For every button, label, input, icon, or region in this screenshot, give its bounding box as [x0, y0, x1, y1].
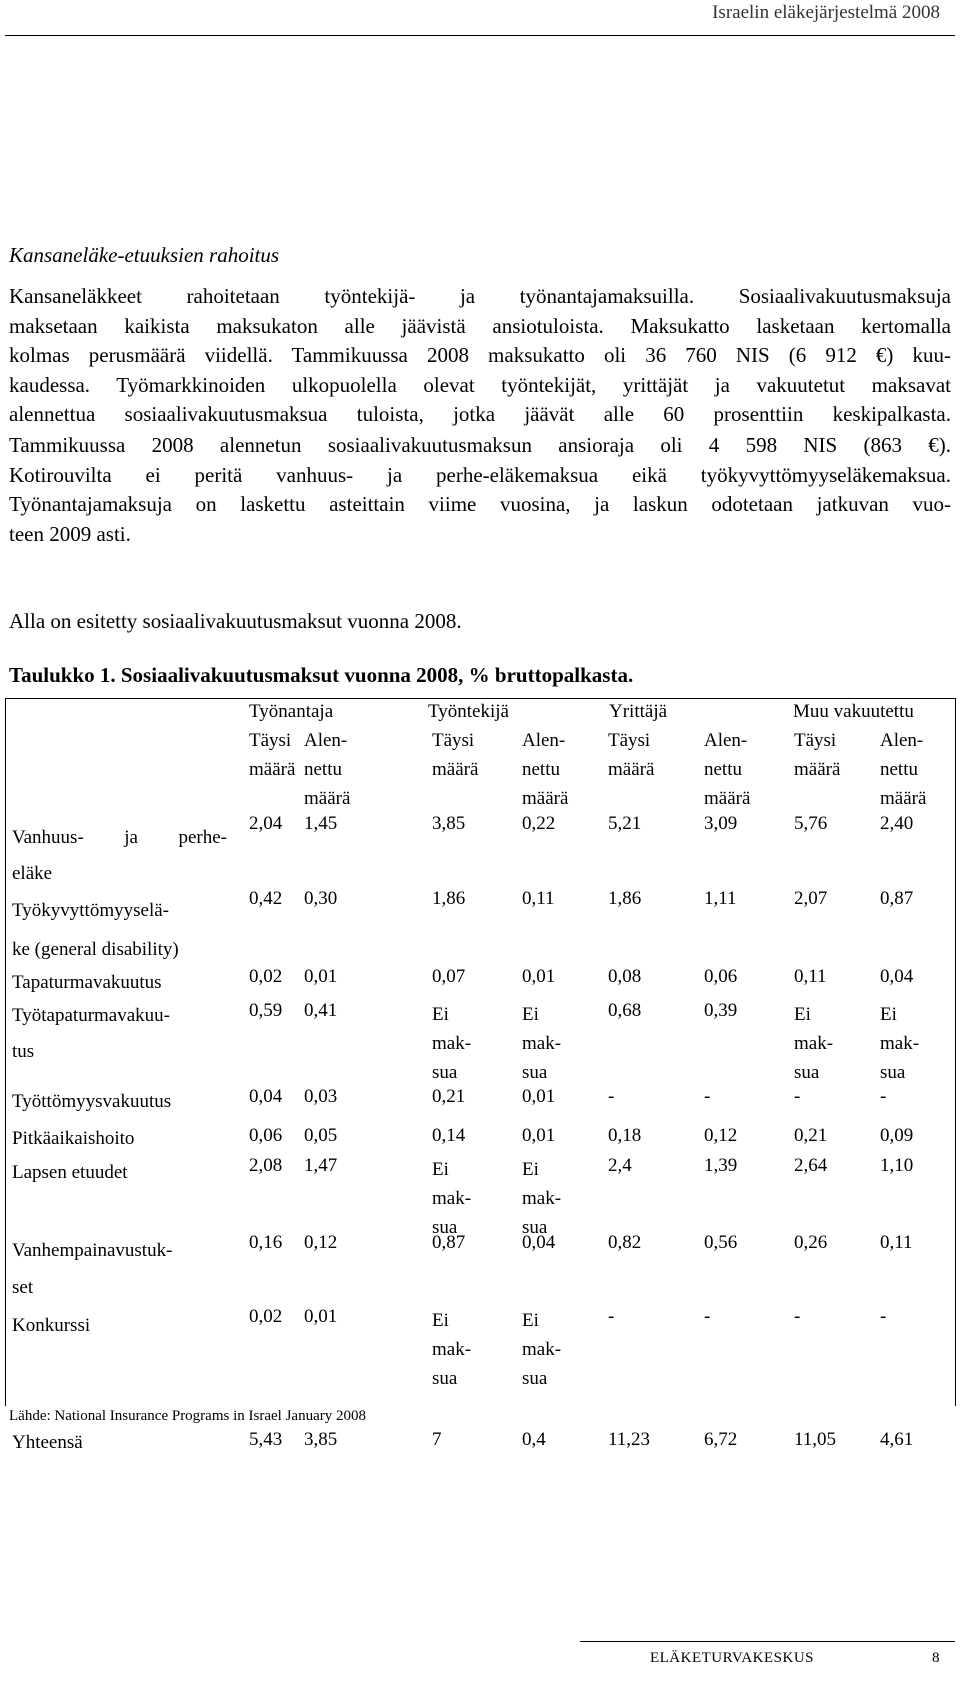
table-cell: 0,18 — [608, 1125, 642, 1146]
table-intro-note: Alla on esitetty sosiaalivakuutusmaksut vuonna 2008. — [9, 609, 462, 633]
page-number: 8 — [932, 1650, 940, 1666]
subheader-full-amount: määrä — [608, 759, 655, 780]
paragraph-line: Kotirouvilta ei peritä vanhuus- ja perhe-eläkemaksua eikä työkyvyttömyyseläkemaksua. — [9, 463, 951, 487]
table-cell: 0,02 — [249, 1306, 283, 1327]
table-cell: 5,21 — [608, 813, 642, 834]
table-cell: 0,04 — [880, 966, 914, 987]
table-cell: 0,04 — [522, 1232, 556, 1253]
table-cell: 0,01 — [304, 1306, 338, 1327]
subheader-reduced-amount: nettu — [880, 759, 918, 780]
table-cell: - — [794, 1306, 801, 1327]
table-cell: 0,03 — [304, 1086, 338, 1107]
table-cell: - — [608, 1306, 615, 1327]
table-cell: 0,22 — [522, 813, 556, 834]
table-cell: 0,21 — [794, 1125, 828, 1146]
table-cell: 2,40 — [880, 813, 914, 834]
row-label: ke (general disability) — [12, 939, 179, 960]
table-cell: 7 — [432, 1429, 442, 1450]
table-source: Lähde: National Insurance Programs in Israel January 2008 — [9, 1408, 366, 1424]
footer-rule — [580, 1641, 955, 1642]
table-cell: 0,07 — [432, 966, 466, 987]
subheader-reduced-amount: Alen- — [880, 730, 924, 751]
paragraph-line: maksetaan kaikista maksukaton alle jäävistä ansiotuloista. Maksukatto lasketaan kertomalla — [9, 314, 951, 338]
subheader-reduced-amount: nettu — [304, 759, 342, 780]
row-label: Yhteensä — [12, 1432, 83, 1453]
subheader-reduced-amount: määrä — [880, 788, 927, 809]
table-cell: 11,05 — [794, 1429, 837, 1450]
table-cell: 3,85 — [304, 1429, 338, 1450]
table-cell: - — [794, 1086, 801, 1107]
table-cell: 0,42 — [249, 888, 283, 909]
column-group-header: Yrittäjä — [609, 701, 668, 722]
subheader-full-amount: määrä — [432, 759, 479, 780]
table-cell: 0,41 — [304, 1000, 338, 1021]
subheader-full-amount: määrä — [794, 759, 841, 780]
row-label: Vanhempainavustuk- — [12, 1240, 173, 1261]
table-cell: 0,56 — [704, 1232, 738, 1253]
paragraph-line: alennettua sosiaalivakuutusmaksua tuloista, jotka jäävät alle 60 prosenttiin keskipalkasta. — [9, 402, 951, 426]
table-cell: 0,11 — [522, 888, 555, 909]
table-cell: 0,16 — [249, 1232, 283, 1253]
subheader-reduced-amount: Alen- — [304, 730, 348, 751]
subheader-full-amount: Täysi — [249, 730, 292, 751]
subheader-full-amount: määrä — [249, 759, 296, 780]
paragraph-line: kolmas perusmäärä viidellä. Tammikuussa 2008 maksukatto oli 36 760 NIS (6 912 €) kuu- — [9, 343, 951, 367]
table-cell: 1,11 — [704, 888, 737, 909]
row-label: Konkurssi — [12, 1315, 91, 1336]
table-cell: - — [880, 1306, 887, 1327]
table-cell: 0,87 — [432, 1232, 466, 1253]
column-group-header: Työntekijä — [428, 701, 509, 722]
row-label: Vanhuus- ja perhe- — [12, 827, 227, 848]
subheader-reduced-amount: Alen- — [704, 730, 748, 751]
table-cell: 2,04 — [249, 813, 283, 834]
row-label: eläke — [12, 863, 53, 884]
table-cell: 0,21 — [432, 1086, 466, 1107]
table-cell: 0,01 — [522, 1125, 556, 1146]
paragraph-line: Tammikuussa 2008 alennetun sosiaalivakuutusmaksun ansioraja oli 4 598 NIS (863 €). — [9, 433, 951, 457]
table-cell: 1,86 — [608, 888, 642, 909]
column-group-header: Muu vakuutettu — [793, 701, 914, 722]
table-cell: 0,82 — [608, 1232, 642, 1253]
table-cell: - — [704, 1086, 711, 1107]
section-title: Kansaneläke-etuuksien rahoitus — [9, 243, 280, 267]
table-cell: 0,30 — [304, 888, 338, 909]
row-label: Tapaturmavakuutus — [12, 972, 162, 993]
table-cell: 1,86 — [432, 888, 466, 909]
row-label: Työtapaturmavakuu- — [12, 1005, 171, 1026]
table-cell: 0,11 — [794, 966, 827, 987]
running-header-title: Israelin eläkejärjestelmä 2008 — [712, 2, 940, 23]
table-cell: Ei mak- sua — [432, 1004, 472, 1083]
table-cell: 2,64 — [794, 1155, 828, 1176]
table-cell: 5,43 — [249, 1429, 283, 1450]
column-group-header: Työnantaja — [249, 701, 334, 722]
header-rule — [5, 35, 955, 36]
subheader-full-amount: Täysi — [794, 730, 837, 751]
table-cell: 0,26 — [794, 1232, 828, 1253]
subheader-reduced-amount: nettu — [522, 759, 560, 780]
table-cell: 0,12 — [304, 1232, 338, 1253]
table-cell: 0,11 — [880, 1232, 913, 1253]
table-cell: 0,59 — [249, 1000, 283, 1021]
subheader-reduced-amount: määrä — [522, 788, 569, 809]
table-cell: 1,47 — [304, 1155, 338, 1176]
table-cell: - — [704, 1306, 711, 1327]
table-cell: 0,09 — [880, 1125, 914, 1146]
table-cell: 3,09 — [704, 813, 738, 834]
table-cell: 1,39 — [704, 1155, 738, 1176]
paragraph-line: Kansaneläkkeet rahoitetaan työntekijä- ja työnantajamaksuilla. Sosiaalivakuutusmaksuja — [9, 284, 951, 308]
table-cell: 0,87 — [880, 888, 914, 909]
subheader-full-amount: Täysi — [608, 730, 651, 751]
table-cell: 0,04 — [249, 1086, 283, 1107]
row-label: Lapsen etuudet — [12, 1162, 128, 1183]
table-cell: 0,68 — [608, 1000, 642, 1021]
table-cell: Ei mak- sua — [522, 1004, 562, 1083]
table-cell: 0,02 — [249, 966, 283, 987]
table-cell: 11,23 — [608, 1429, 651, 1450]
table-cell: 0,39 — [704, 1000, 738, 1021]
table-cell: 0,14 — [432, 1125, 466, 1146]
table-cell: 0,06 — [249, 1125, 283, 1146]
table-cell: 2,4 — [608, 1155, 632, 1176]
table-cell: - — [880, 1086, 887, 1107]
table-cell: 0,01 — [304, 966, 338, 987]
table-cell: 6,72 — [704, 1429, 738, 1450]
paragraph-line: kaudessa. Työmarkkinoiden ulkopuolella olevat työntekijät, yrittäjät ja vakuutetut maksavat — [9, 373, 951, 397]
table-cell: 2,07 — [794, 888, 828, 909]
table-cell: 0,06 — [704, 966, 738, 987]
table-cell: Ei mak- sua — [522, 1159, 562, 1238]
table-cell: Ei mak- sua — [794, 1004, 834, 1083]
row-label: set — [12, 1277, 34, 1298]
table-cell: Ei mak- sua — [522, 1310, 562, 1389]
table-title: Taulukko 1. Sosiaalivakuutusmaksut vuonna 2008, % bruttopalkasta. — [9, 663, 634, 687]
table-cell: Ei mak- sua — [880, 1004, 920, 1083]
subheader-reduced-amount: määrä — [304, 788, 351, 809]
paragraph-line: teen 2009 asti. — [9, 522, 131, 546]
table-cell: Ei mak- sua — [432, 1159, 472, 1238]
table-cell: 1,45 — [304, 813, 338, 834]
table-cell: Ei mak- sua — [432, 1310, 472, 1389]
footer-org: ELÄKETURVAKESKUS — [649, 1650, 814, 1666]
subheader-reduced-amount: Alen- — [522, 730, 566, 751]
subheader-full-amount: Täysi — [432, 730, 475, 751]
table-cell: 0,12 — [704, 1125, 738, 1146]
table-cell: 4,61 — [880, 1429, 914, 1450]
row-label: Työkyvyttömyyselä- — [12, 900, 169, 921]
table-cell: 1,10 — [880, 1155, 914, 1176]
table-cell: 0,4 — [522, 1429, 546, 1450]
subheader-reduced-amount: määrä — [704, 788, 751, 809]
table-cell: 5,76 — [794, 813, 828, 834]
table-cell: 3,85 — [432, 813, 466, 834]
row-label: tus — [12, 1041, 35, 1062]
subheader-reduced-amount: nettu — [704, 759, 742, 780]
row-label: Pitkäaikaishoito — [12, 1128, 135, 1149]
paragraph-line: Työnantajamaksuja on laskettu asteittain viime vuosina, ja laskun odotetaan jatkuvan vuo- — [9, 492, 951, 516]
table-cell: 2,08 — [249, 1155, 283, 1176]
table-cell: 0,01 — [522, 1086, 556, 1107]
page-footer — [650, 1650, 940, 1667]
table-cell: 0,08 — [608, 966, 642, 987]
table-cell: 0,01 — [522, 966, 556, 987]
table-cell: 0,05 — [304, 1125, 338, 1146]
table-cell: - — [608, 1086, 615, 1107]
row-label: Työttömyysvakuutus — [12, 1091, 172, 1112]
